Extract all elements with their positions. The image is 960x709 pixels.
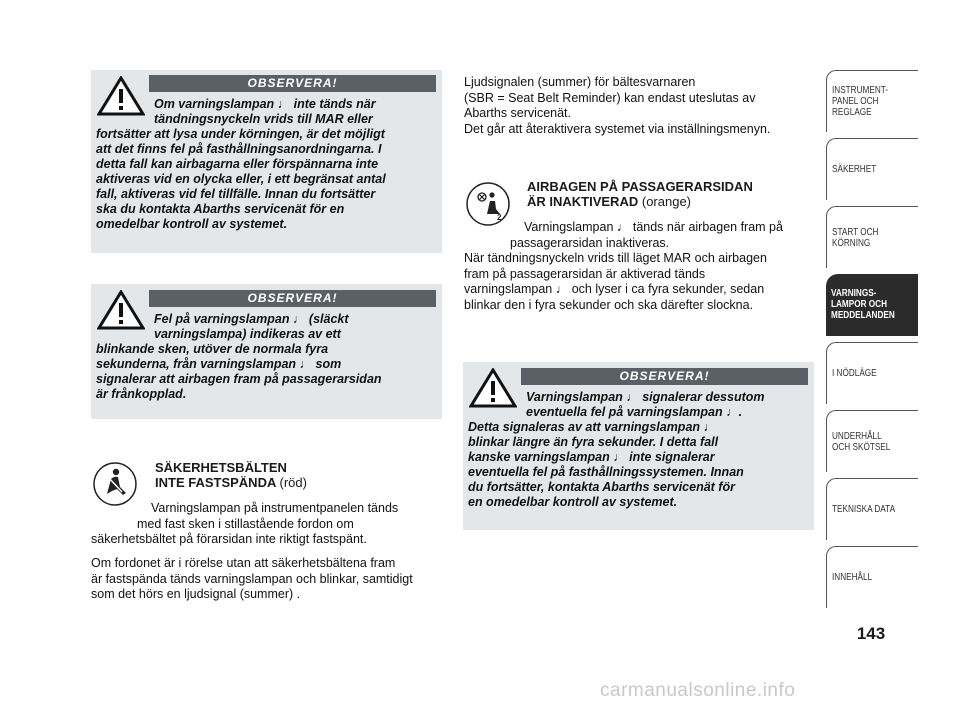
tab-label: UNDERHÅLL	[832, 431, 882, 442]
warning-line: Detta signaleras av att varningslampan ♩	[468, 420, 717, 434]
belt-title-main: INTE FASTSPÄNDA	[155, 475, 276, 490]
tab-label: TEKNISKA DATA	[832, 504, 896, 515]
warning-line: en omedelbar kontroll av systemet.	[468, 495, 678, 509]
warning-line: detta fall kan airbagarna eller förspännarna inte	[96, 157, 379, 171]
tab-label: OCH SKÖTSEL	[832, 442, 891, 453]
belt-line: som det hörs en ljudsignal (summer) .	[91, 587, 301, 601]
belt-line: säkerhetsbältet på förarsidan inte riktigt fastspänt.	[91, 532, 367, 546]
tab-label: INNEHÅLL	[832, 572, 873, 583]
warning-line: signalerar att airbagen fram på passagerarsidan	[96, 372, 382, 386]
belt-paragraph-2	[91, 556, 451, 603]
warning-line: Om varningslampan ♩ inte tänds när	[154, 97, 376, 111]
airbag-line: varningslampan ♩ och lyser i ca fyra sekunder, sedan	[464, 282, 765, 296]
warning-box-1	[91, 70, 442, 253]
summer-line: Ljudsignalen (summer) för bältesvarnaren	[464, 75, 696, 89]
airbag-paragraph	[464, 220, 814, 313]
warning-line: Fel på varningslampan ♩ (släckt	[154, 312, 349, 326]
warning-text	[96, 312, 441, 402]
tab-label: PANEL OCH	[832, 96, 879, 107]
tab-i-nodlage[interactable]	[826, 342, 918, 404]
warning-line: blinkande sken, utöver de normala fyra	[96, 342, 329, 356]
section-tabs	[826, 70, 918, 614]
belt-title	[155, 460, 307, 490]
airbag-line: Varningslampan ♩ tänds när airbagen fram på	[524, 220, 783, 234]
airbag-line: passagerarsidan inaktiveras.	[510, 235, 670, 250]
summer-paragraph	[464, 75, 814, 137]
tab-sakerhet[interactable]	[826, 138, 918, 200]
warning-line: kanske varningslampan ♩ inte signalerar	[468, 450, 715, 464]
tab-label: INSTRUMENT-	[832, 85, 889, 96]
tab-label: REGLAGE	[832, 107, 872, 118]
summer-line: Abarths servicenät.	[464, 106, 571, 120]
belt-line: är fastspända tänds varningslampan och blinkar, samtidigt	[91, 571, 413, 586]
tab-innehall[interactable]	[826, 546, 918, 608]
tab-underhall[interactable]	[826, 410, 918, 472]
warning-line: fortsätter att lysa under körningen, är det möjligt	[96, 127, 385, 141]
warning-text	[468, 390, 813, 510]
tab-label: SÄKERHET	[832, 164, 877, 175]
belt-line: Om fordonet är i rörelse utan att säkerhetsbältena fram	[91, 556, 396, 570]
summer-line: Det går att återaktivera systemet via inställningsmenyn.	[464, 121, 771, 136]
airbag-title	[527, 179, 753, 209]
warning-header: OBSERVERA!	[521, 368, 808, 385]
warning-text	[96, 97, 441, 232]
warning-box-3	[463, 362, 814, 530]
belt-line: med fast sken i stillastående fordon om	[137, 516, 354, 531]
warning-line: sekunderna, från varningslampan ♩ som	[96, 357, 342, 371]
warning-header: OBSERVERA!	[149, 290, 436, 307]
belt-title-color: (röd)	[279, 475, 307, 490]
warning-line: fall, aktiveras vid fel tillfälle. Innan du fortsätter	[96, 187, 376, 201]
airbag-title-line2	[527, 194, 753, 209]
warning-line: du fortsätter, kontakta Abarths servicenät för	[468, 480, 735, 494]
tab-label: VARNINGS-	[831, 288, 877, 299]
tab-varningslampor[interactable]	[826, 274, 918, 336]
airbag-line: fram på passagerarsidan är aktiverad tänds	[464, 266, 706, 281]
warning-line: ska du kontakta Abarths servicenät för en	[96, 202, 345, 216]
warning-line: att det finns fel på fasthållningsanordningarna. I	[96, 142, 382, 156]
belt-paragraph-1	[91, 501, 441, 548]
svg-text:2: 2	[497, 213, 502, 222]
belt-title-line2	[155, 475, 307, 490]
tab-label: KÖRNING	[832, 238, 871, 249]
tab-label: I NÖDLÄGE	[832, 368, 877, 379]
warning-line: blinkar längre än fyra sekunder. I detta fall	[468, 435, 719, 449]
watermark-text: carmanualsonline.info	[600, 680, 796, 701]
warning-header: OBSERVERA!	[149, 75, 436, 92]
page-number: 143	[856, 624, 886, 643]
airbag-line: blinkar den i fyra sekunder och ska därefter slockna.	[464, 297, 754, 312]
tab-start-korning[interactable]	[826, 206, 918, 268]
tab-label: START OCH	[832, 227, 879, 238]
airbag-line: När tändningsnyckeln vrids till läget MAR och airbagen	[464, 251, 767, 265]
warning-line: eventuella fel på fasthållningssystemen. Innan	[468, 465, 744, 479]
airbag-title-line1: AIRBAGEN PÅ PASSAGERARSIDAN	[527, 179, 753, 194]
airbag-title-color: (orange)	[641, 194, 691, 209]
warning-line: är frånkopplad.	[96, 387, 187, 401]
warning-line: tändningsnyckeln vrids till MAR eller	[154, 112, 373, 126]
warning-line: omedelbar kontroll av systemet.	[96, 217, 288, 231]
warning-box-2	[91, 284, 442, 419]
belt-title-line1: SÄKERHETSBÄLTEN	[155, 460, 287, 475]
warning-line: aktiveras vid en olycka eller, i ett begränsat antal	[96, 172, 386, 186]
warning-line: Varningslampan ♩ signalerar dessutom	[526, 390, 765, 404]
tab-tekniska-data[interactable]	[826, 478, 918, 540]
summer-line: (SBR = Seat Belt Reminder) kan endast uteslutas av	[464, 90, 756, 105]
tab-label: LAMPOR OCH	[831, 299, 888, 310]
tab-instrumentpanel[interactable]	[826, 70, 918, 132]
tab-label: MEDDELANDEN	[831, 310, 895, 321]
airbag-title-main: ÄR INAKTIVERAD	[527, 194, 639, 209]
belt-line: Varningslampan på instrumentpanelen tänds	[151, 501, 399, 515]
warning-line: eventuella fel på varningslampan ♩.	[526, 405, 743, 419]
warning-line: varningslampa) indikeras av ett	[154, 327, 341, 341]
